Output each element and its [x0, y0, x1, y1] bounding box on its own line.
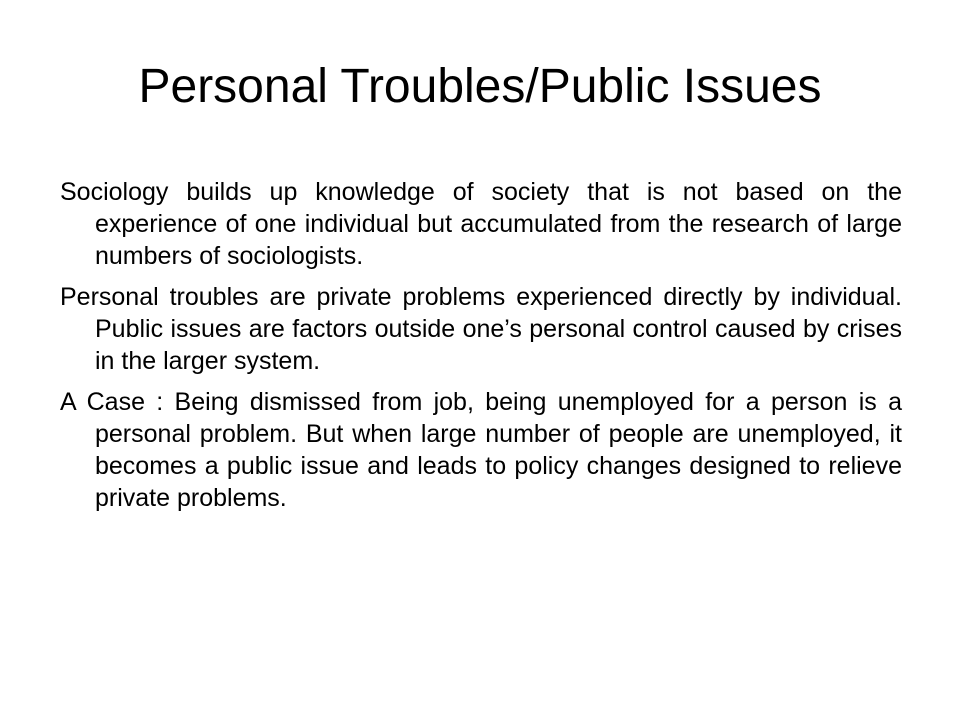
slide-title: Personal Troubles/Public Issues: [138, 60, 822, 113]
paragraph-case-unemployment: A Case : Being dismissed from job, being unemployed for a person is a personal problem. But when large number of people are unemployed, it becomes a public issue and leads to policy changes designed to relieve private problems.: [60, 388, 902, 512]
paragraph-sociology-knowledge: Sociology builds up knowledge of society that is not based on the experience of one individual but accumulated from the research of large numbers of sociologists.: [60, 178, 902, 270]
slide-body: [60, 176, 902, 523]
paragraph-troubles-vs-issues: Personal troubles are private problems experienced directly by individual. Public issues are factors outside one’s personal control caused by crises in the larger system.: [60, 283, 902, 375]
